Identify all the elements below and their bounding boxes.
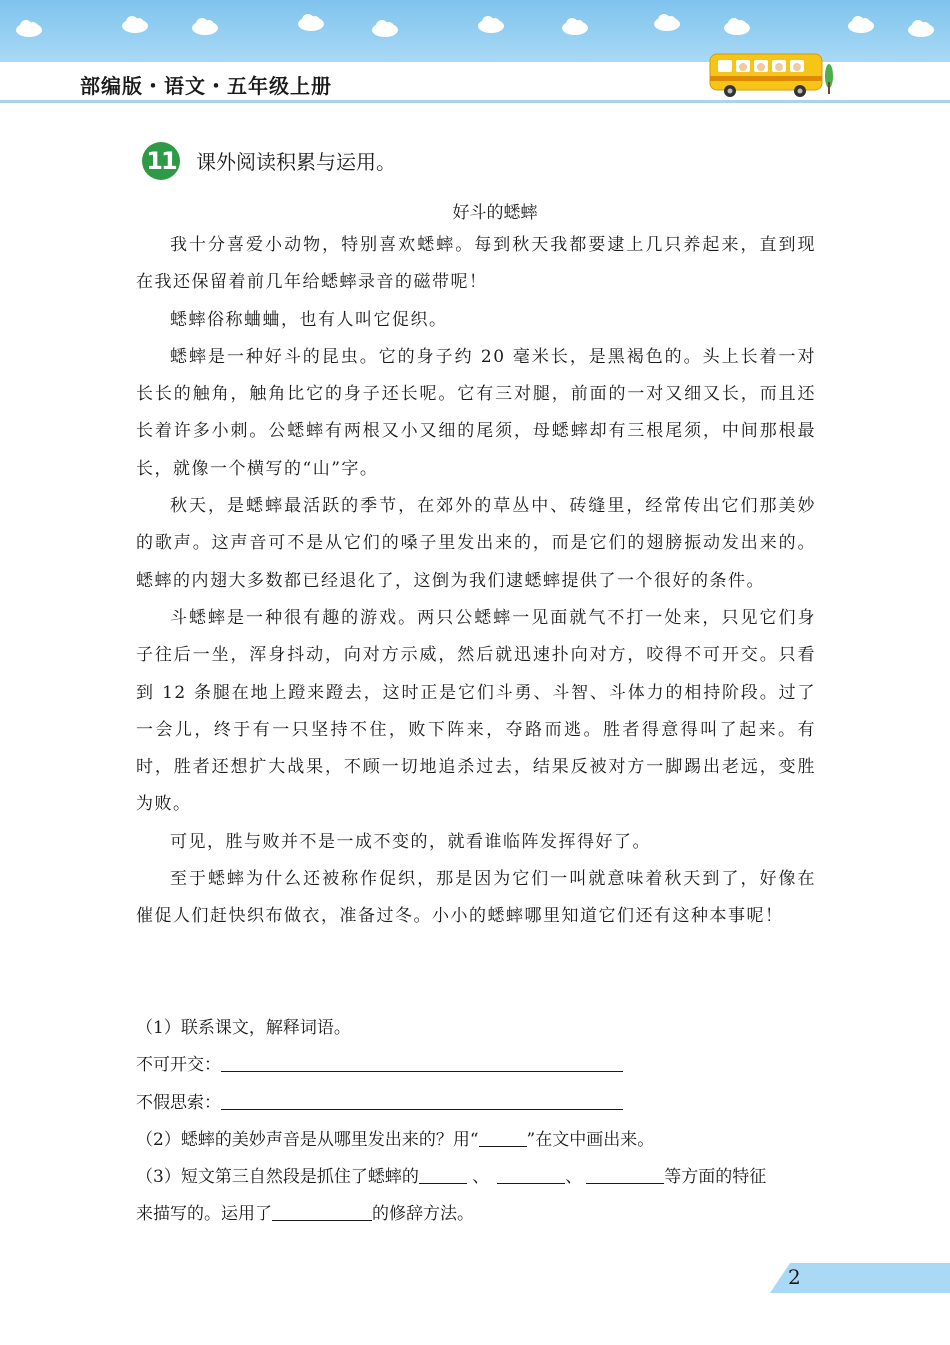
answer-blank[interactable] — [221, 1051, 623, 1072]
cloud-icon — [120, 14, 150, 34]
term-label: 不假思索： — [136, 1092, 221, 1113]
page-number: 2 — [788, 1265, 801, 1289]
question-1-item-2 — [136, 1085, 826, 1122]
school-bus-icon — [704, 46, 836, 100]
answer-blank[interactable] — [497, 1163, 565, 1184]
cloud-icon — [722, 16, 752, 36]
term-label: 不可开交： — [136, 1055, 221, 1076]
separator: 、 — [565, 1167, 583, 1188]
paragraph: 可见，胜与败并不是一成不变的，就看谁临阵发挥得好了。 — [170, 831, 651, 852]
questions-section — [136, 1010, 826, 1234]
cloud-icon — [476, 14, 506, 34]
article-title: 好斗的蟋蟀 — [452, 203, 538, 223]
book-title: 部编版・语文・五年级上册 — [80, 74, 332, 98]
answer-blank[interactable] — [221, 1089, 623, 1110]
question-3-text-b: 等方面的特征 — [664, 1167, 767, 1188]
question-2-text-a: （2）蟋蟀的美妙声音是从哪里发出来的？用“ — [136, 1129, 479, 1150]
question-3-line-1 — [136, 1159, 826, 1196]
answer-blank[interactable] — [586, 1163, 664, 1184]
question-1-prompt: （1）联系课文，解释词语。 — [136, 1018, 351, 1038]
answer-blank[interactable] — [479, 1126, 527, 1147]
paragraph: 蟋蟀是一种好斗的昆虫。它的身子约 20 毫米长，是黑褐色的。头上长着一对长长的触角，触角比它的身子还长呢。它有三对腿，前面的一对又细又长，而且还长着许多小刺。公蟋蟀有两根又小又细的尾须，母蟋蟀却有三根尾须，中间那根最长，就像一个横写的“山”字。 — [136, 346, 816, 479]
separator: 、 — [466, 1167, 490, 1188]
answer-blank[interactable] — [272, 1200, 372, 1221]
article-body — [136, 227, 816, 936]
paragraph: 蟋蟀俗称蛐蛐，也有人叫它促织。 — [170, 309, 448, 330]
paragraph: 我十分喜爱小动物，特别喜欢蟋蟀。每到秋天我都要逮上几只养起来，直到现在我还保留着前几年给蟋蟀录音的磁带呢！ — [136, 235, 816, 293]
cloud-icon — [906, 18, 936, 38]
paragraph: 秋天，是蟋蟀最活跃的季节，在郊外的草丛中、砖缝里，经常传出它们那美妙的歌声。这声音可不是从它们的嗓子里发出来的，而是它们的翅膀振动发出来的。蟋蟀的内翅大多数都已经退化了，这倒为我们逮蟋蟀提供了一个很好的条件。 — [136, 496, 816, 591]
answer-blank[interactable] — [419, 1163, 467, 1184]
question-2-text-b: ”在文中画出来。 — [526, 1129, 655, 1150]
cloud-icon — [14, 18, 44, 38]
question-1-item-1 — [136, 1047, 826, 1084]
cloud-icon — [846, 14, 876, 34]
paragraph: 至于蟋蟀为什么还被称作促织，那是因为它们一叫就意味着秋天到了，好像在催促人们赶快织布做衣，准备过冬。小小的蟋蟀哪里知道它们还有这种本事呢！ — [136, 869, 816, 927]
question-3-text-a: （3）短文第三自然段是抓住了蟋蟀的 — [136, 1167, 419, 1188]
section-heading: 课外阅读积累与运用。 — [196, 150, 396, 174]
cloud-icon — [190, 16, 220, 36]
question-3-text-d: 的修辞方法。 — [372, 1204, 474, 1225]
question-3-text-c: 来描写的。运用了 — [136, 1204, 272, 1225]
cloud-icon — [652, 12, 682, 32]
question-3-line-2 — [136, 1196, 826, 1233]
cloud-icon — [560, 16, 590, 36]
paragraph: 斗蟋蟀是一种很有趣的游戏。两只公蟋蟀一见面就气不打一处来，只见它们身子往后一坐，浑身抖动，向对方示威，然后就迅速扑向对方，咬得不可开交。只看到 12 条腿在地上蹬来蹬去，这时正是它们斗勇、斗智、斗体力的相持阶段。过了一会儿，终于有一只坚持不住，败下阵来，夺路而逃。胜者得意得叫了起来。有时，胜者还想扩大战果，不顾一切地追杀过去，结果反被对方一脚踢出老远，变胜为败。 — [136, 607, 816, 815]
section-number-badge: 11 — [142, 142, 180, 180]
cloud-icon — [296, 12, 326, 32]
question-2 — [136, 1122, 826, 1159]
cloud-icon — [370, 18, 400, 38]
